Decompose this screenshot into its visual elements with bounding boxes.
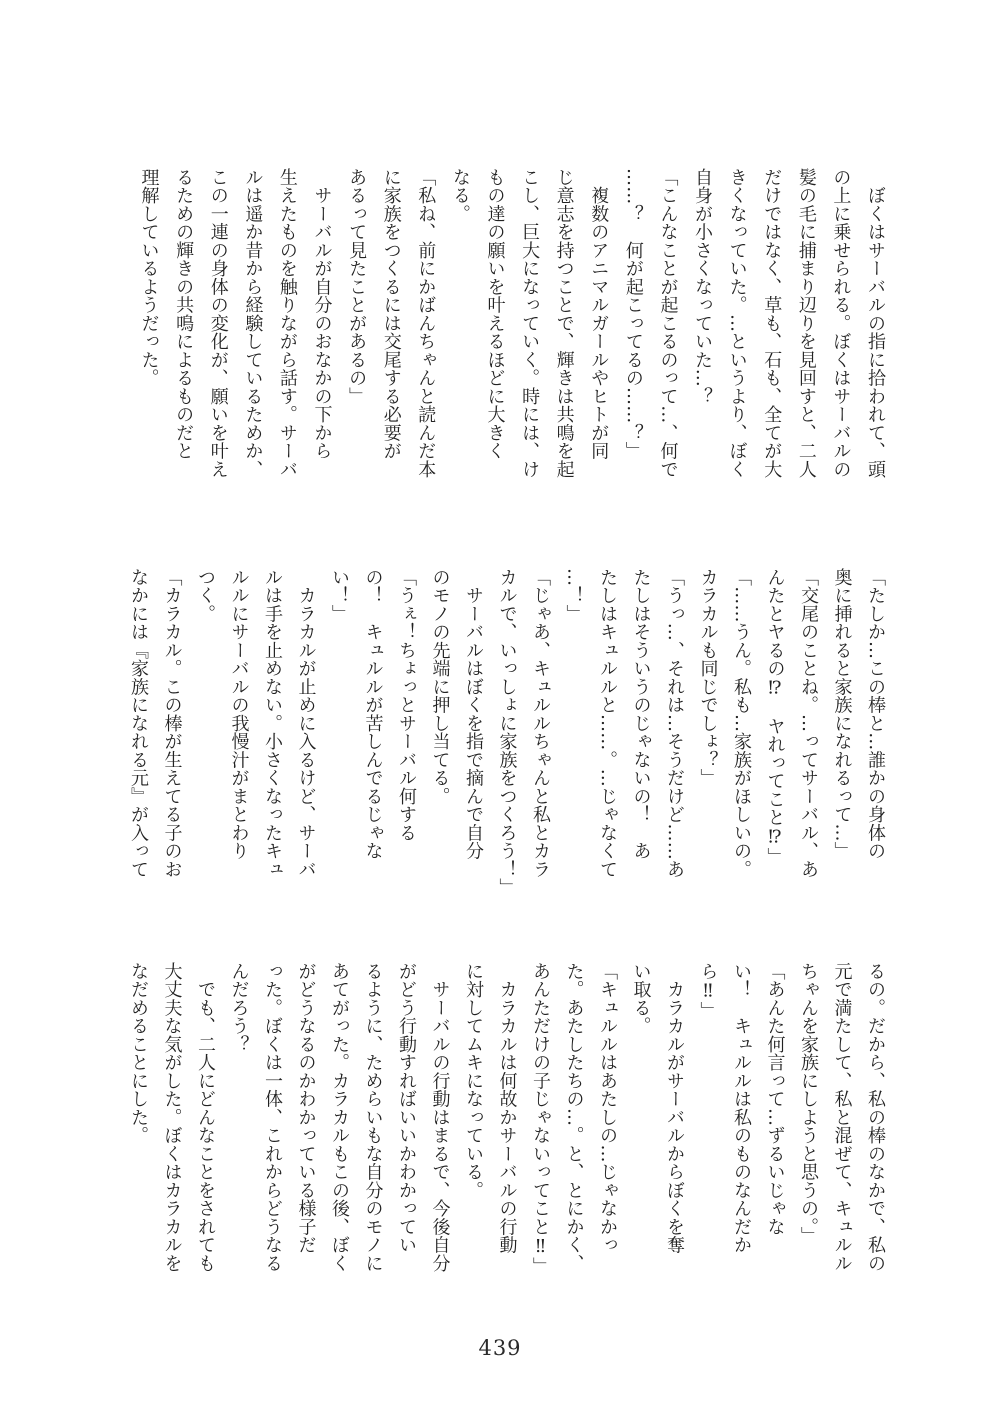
text-line: ちゃんを家族にしようと思うの。」 bbox=[798, 962, 819, 1245]
text-line: サーバルが自分のおなかの下から bbox=[311, 168, 333, 460]
text-line: ら‼」 bbox=[697, 962, 719, 1020]
text-line: がどうなるのかわかっている様子だ bbox=[295, 962, 317, 1254]
text-line: んたとヤるの⁉ ヤれってこと⁉」 bbox=[764, 568, 786, 866]
text-line: たしはキュルルと……。…じゃなくて bbox=[597, 568, 618, 879]
text-line: がどう行動すればいいかわかってい bbox=[396, 962, 417, 1254]
text-line: カルで、いっしょに家族をつくろう！」 bbox=[496, 568, 518, 897]
text-line: 「交尾のことね。…ってサーバル、あ bbox=[798, 568, 819, 879]
text-line: 「あんた何言って…ずるいじゃな bbox=[764, 962, 786, 1236]
text-line: あるって見たことがあるの」 bbox=[346, 168, 368, 406]
text-line: 自身が小さくなっていた…？ bbox=[692, 168, 714, 406]
text-line: った。ぼくは一体、これからどうなる bbox=[262, 962, 283, 1273]
text-band-bottom bbox=[122, 962, 893, 1275]
text-line: 「……うん。私も…家族がほしいの。 bbox=[731, 568, 752, 879]
text-line: 「カラカル。この棒が生えてる子のお bbox=[161, 568, 183, 879]
text-line: 「たしか…この棒と…誰かの身体の bbox=[865, 568, 886, 860]
text-line: の上に乗せられる。ぼくはサーバルの bbox=[830, 168, 852, 479]
text-line: カラカルは何故かサーバルの行動 bbox=[496, 962, 518, 1254]
text-line: ……？ 何が起こってるの……？」 bbox=[622, 168, 644, 460]
text-line: 理解しているようだった。 bbox=[138, 168, 160, 387]
text-line: 奥に挿れると家族になれるって…」 bbox=[831, 568, 853, 860]
text-line: あてがった。カラカルもこの後、ぼく bbox=[329, 962, 350, 1273]
text-line: あんただけの子じゃないってこと‼」 bbox=[530, 962, 551, 1276]
text-line: んだろう？ bbox=[228, 962, 250, 1054]
text-line: もの達の願いを叶えるほどに大きく bbox=[484, 168, 506, 460]
text-line: 大丈夫な気がした。ぼくはカラカルを bbox=[161, 962, 183, 1273]
text-line: 「うっ…、それは…そうだけど……あ bbox=[664, 568, 685, 879]
text-line: 複数のアニマルガールやヒトが同 bbox=[588, 168, 610, 460]
text-line: 「うぇ！ちょっとサーバル何する bbox=[396, 568, 417, 842]
text-line: るように、ためらいもな自分のモノに bbox=[362, 962, 384, 1273]
text-line: カラカルがサーバルからぼくを奪 bbox=[664, 962, 685, 1254]
text-line: に対してムキになっている。 bbox=[463, 962, 484, 1200]
text-line: ぼくはサーバルの指に拾われて、頭 bbox=[865, 168, 886, 479]
text-line: 髪の毛に捕まり辺りを見回すと、二人 bbox=[795, 168, 817, 479]
text-band-top bbox=[131, 168, 892, 478]
text-line: るの。だから、私の棒のなかで、私の bbox=[865, 962, 886, 1273]
text-line: なる。 bbox=[449, 168, 471, 223]
text-line: でも、二人にどんなことをされても bbox=[195, 962, 216, 1273]
text-line: ルは手を止めない。小さくなったキュ bbox=[262, 568, 283, 879]
text-line: の！ キュルルが苦しんでるじゃな bbox=[362, 568, 384, 860]
text-line: に家族をつくるには交尾する必要が bbox=[380, 168, 402, 460]
text-line: るための輝きの共鳴によるものだと bbox=[173, 168, 195, 460]
text-line: たしはそういうのじゃないの！ あ bbox=[630, 568, 652, 860]
text-line: 生えたものを触りながら話す。サーバ bbox=[276, 168, 298, 479]
text-line: この一連の身体の変化が、願いを叶え bbox=[207, 168, 229, 479]
text-line: 「私ね、前にかばんちゃんと読んだ本 bbox=[415, 168, 437, 479]
text-line: ルは遥か昔から経験しているためか、 bbox=[242, 168, 264, 479]
text-line: サーバルはぼくを指で摘んで自分 bbox=[463, 568, 484, 860]
text-line: きくなっていた。…というより、ぼく bbox=[726, 168, 748, 479]
text-line: のモノの先端に押し当てる。 bbox=[429, 568, 451, 806]
text-line: カラカルも同じでしょ？」 bbox=[697, 568, 719, 787]
text-line: つく。 bbox=[195, 568, 216, 623]
text-line: サーバルの行動はまるで、今後自分 bbox=[429, 962, 451, 1273]
text-line: なだめることにした。 bbox=[128, 962, 149, 1145]
text-line: カラカルが止めに入るけど、サーバ bbox=[295, 568, 317, 879]
text-line: た。あたしたちの…。と、とにかく、 bbox=[563, 962, 585, 1273]
text-line: い！ キュルルは私のものなんだか bbox=[731, 962, 752, 1254]
text-line: い！」 bbox=[329, 568, 350, 623]
text-line: 「キュルルはあたしの…じゃなかっ bbox=[597, 962, 618, 1254]
text-band-middle bbox=[122, 568, 893, 897]
page-number: 439 bbox=[478, 1336, 522, 1360]
text-line: …！」 bbox=[563, 568, 585, 623]
text-line: こし、巨大になっていく。時には、け bbox=[519, 168, 541, 479]
text-line: い取る。 bbox=[630, 962, 652, 1035]
text-line: 元で満たして、私と混ぜて、キュルル bbox=[831, 962, 853, 1273]
text-line: じ意志を持つことで、輝きは共鳴を起 bbox=[553, 168, 575, 479]
text-line: ルルにサーバルの我慢汁がまとわり bbox=[228, 568, 250, 860]
text-line: 「じゃあ、キュルルちゃんと私とカラ bbox=[530, 568, 551, 879]
text-line: なかには『家族になれる元』が入って bbox=[128, 568, 149, 879]
text-line: だけではなく、草も、石も、全てが大 bbox=[761, 168, 783, 479]
text-line: 「こんなことが起こるのって…、何で bbox=[657, 168, 679, 479]
